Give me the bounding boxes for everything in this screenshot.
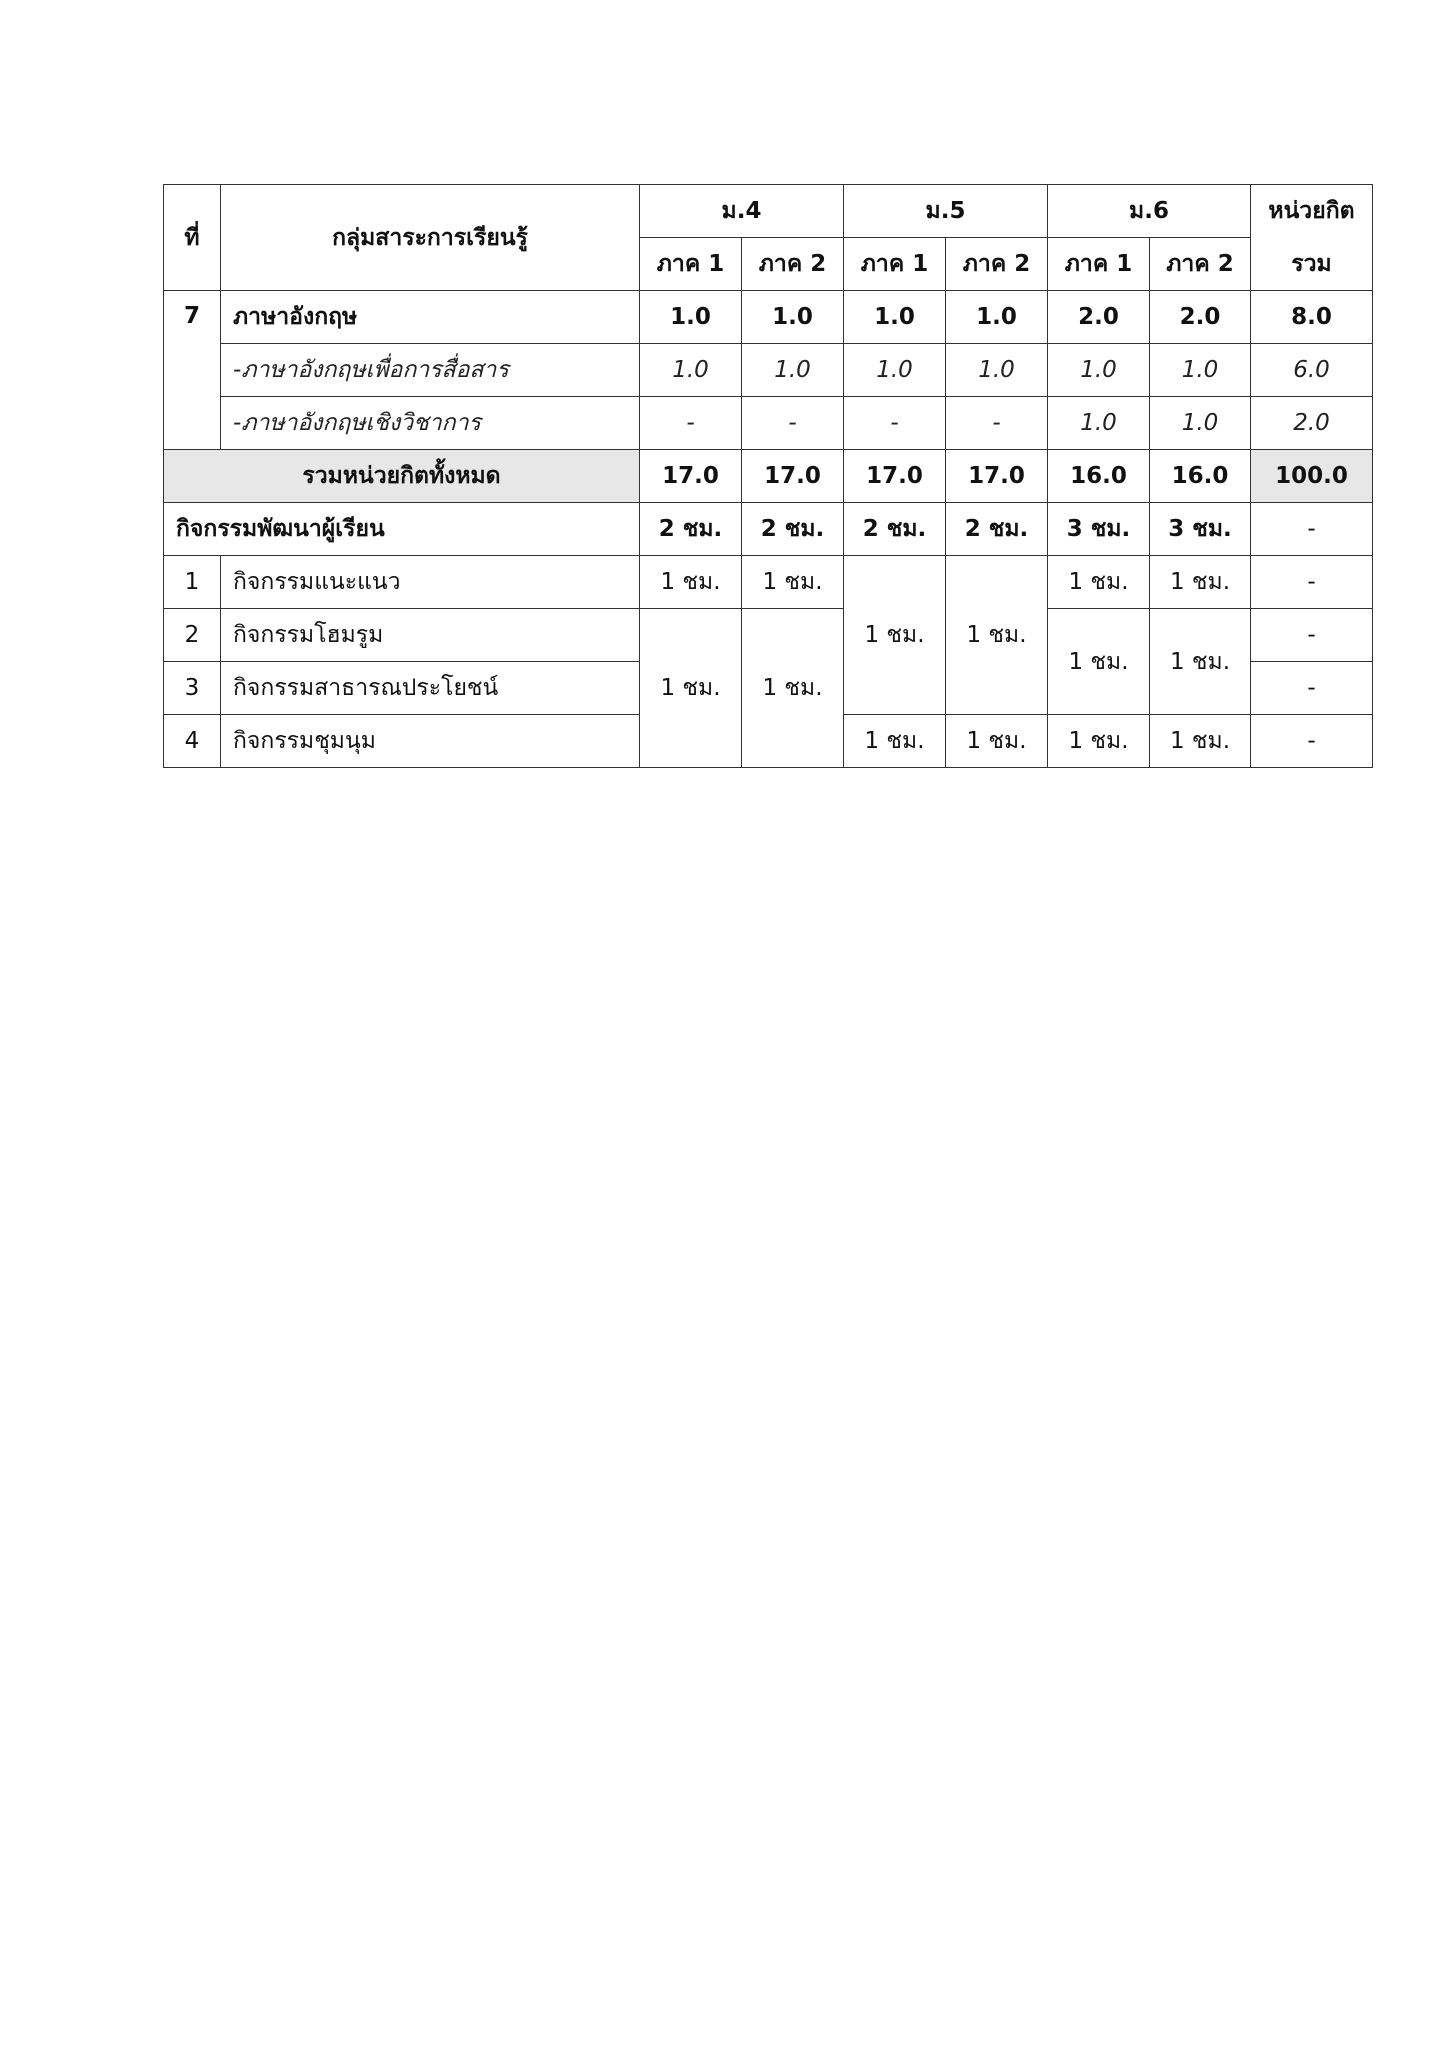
credit-cell: 1.0: [1048, 344, 1150, 397]
header-semester: ภาค 1: [1048, 238, 1150, 291]
header-semester: ภาค 2: [1150, 238, 1251, 291]
activity-hours-cell: 3 ชม.: [1150, 503, 1251, 556]
activity-hours-cell: 1 ชม.: [1048, 609, 1150, 715]
subject-name: -ภาษาอังกฤษเพื่อการสื่อสาร: [221, 344, 640, 397]
activity-hours-cell: 2 ชม.: [844, 503, 946, 556]
activity-hours-cell: 1 ชม.: [1150, 556, 1251, 609]
activity-hours-cell: 1 ชม.: [946, 715, 1048, 768]
credit-cell: 1.0: [640, 291, 742, 344]
activity-hours-cell: 1 ชม.: [640, 556, 742, 609]
header-grade-m6: ม.6: [1048, 185, 1251, 238]
total-credit-cell: 6.0: [1251, 344, 1373, 397]
activities-label: กิจกรรมพัฒนาผู้เรียน: [164, 503, 640, 556]
curriculum-credit-table: [163, 184, 1373, 768]
credit-cell: -: [844, 397, 946, 450]
header-grade-m4: ม.4: [640, 185, 844, 238]
summary-cell: 17.0: [640, 450, 742, 503]
header-semester: ภาค 1: [844, 238, 946, 291]
header-total-credits-line2: รวม: [1251, 238, 1373, 291]
credit-cell: 1.0: [742, 291, 844, 344]
table-row-summary: [164, 450, 1373, 503]
summary-cell: 17.0: [844, 450, 946, 503]
header-semester: ภาค 2: [946, 238, 1048, 291]
credit-cell: 1.0: [946, 344, 1048, 397]
activity-hours-cell: 2 ชม.: [742, 503, 844, 556]
activity-name: กิจกรรมโฮมรูม: [221, 609, 640, 662]
summary-cell: 17.0: [742, 450, 844, 503]
credit-cell: -: [742, 397, 844, 450]
row-no: 1: [164, 556, 221, 609]
table-row-english: [164, 291, 1373, 344]
activity-hours-cell: 1 ชม.: [844, 556, 946, 715]
total-credit-cell: 8.0: [1251, 291, 1373, 344]
summary-total-cell: 100.0: [1251, 450, 1373, 503]
activity-hours-cell: 1 ชม.: [742, 556, 844, 609]
credit-cell: -: [946, 397, 1048, 450]
summary-cell: 17.0: [946, 450, 1048, 503]
credit-cell: 1.0: [742, 344, 844, 397]
header-row-grades: [164, 185, 1373, 238]
summary-cell: 16.0: [1048, 450, 1150, 503]
row-no: 2: [164, 609, 221, 662]
activity-hours-cell: 2 ชม.: [946, 503, 1048, 556]
credit-cell: 1.0: [640, 344, 742, 397]
table-row-activity-homeroom: [164, 609, 1373, 662]
subject-name: ภาษาอังกฤษ: [221, 291, 640, 344]
credit-cell: -: [640, 397, 742, 450]
header-semester: ภาค 1: [640, 238, 742, 291]
activity-total-cell: -: [1251, 715, 1373, 768]
summary-cell: 16.0: [1150, 450, 1251, 503]
activity-hours-cell: 1 ชม.: [1048, 715, 1150, 768]
header-semester: ภาค 2: [742, 238, 844, 291]
header-total-credits-line1: หน่วยกิต: [1251, 185, 1373, 238]
activity-total-cell: -: [1251, 662, 1373, 715]
activity-hours-cell: 1 ชม.: [742, 609, 844, 768]
subject-name: -ภาษาอังกฤษเชิงวิชาการ: [221, 397, 640, 450]
credit-cell: 1.0: [844, 344, 946, 397]
summary-label: รวมหน่วยกิตทั้งหมด: [164, 450, 640, 503]
credit-cell: 1.0: [1048, 397, 1150, 450]
row-no: 4: [164, 715, 221, 768]
activity-name: กิจกรรมสาธารณประโยชน์: [221, 662, 640, 715]
credit-cell: 1.0: [946, 291, 1048, 344]
activity-total-cell: -: [1251, 609, 1373, 662]
credit-cell: 2.0: [1150, 291, 1251, 344]
total-credit-cell: 2.0: [1251, 397, 1373, 450]
header-grade-m5: ม.5: [844, 185, 1048, 238]
activity-name: กิจกรรมแนะแนว: [221, 556, 640, 609]
activity-name: กิจกรรมชุมนุม: [221, 715, 640, 768]
header-no: ที่: [164, 185, 221, 291]
activity-hours-cell: 1 ชม.: [946, 556, 1048, 715]
table-row-activity-guidance: [164, 556, 1373, 609]
activity-hours-cell: 1 ชม.: [1150, 715, 1251, 768]
table-row-english-academic: [164, 397, 1373, 450]
table-row-english-communication: [164, 344, 1373, 397]
credit-cell: 1.0: [844, 291, 946, 344]
row-no: 7: [164, 291, 221, 450]
table-row-activities: [164, 503, 1373, 556]
activity-hours-cell: 1 ชม.: [640, 609, 742, 768]
row-no: 3: [164, 662, 221, 715]
credit-cell: 2.0: [1048, 291, 1150, 344]
activity-hours-cell: 1 ชม.: [1150, 609, 1251, 715]
activity-hours-cell: 1 ชม.: [844, 715, 946, 768]
activity-hours-cell: 3 ชม.: [1048, 503, 1150, 556]
activity-total-cell: -: [1251, 503, 1373, 556]
activity-total-cell: -: [1251, 556, 1373, 609]
activity-hours-cell: 1 ชม.: [1048, 556, 1150, 609]
activity-hours-cell: 2 ชม.: [640, 503, 742, 556]
header-subject-group: กลุ่มสาระการเรียนรู้: [221, 185, 640, 291]
credit-cell: 1.0: [1150, 397, 1251, 450]
credit-cell: 1.0: [1150, 344, 1251, 397]
